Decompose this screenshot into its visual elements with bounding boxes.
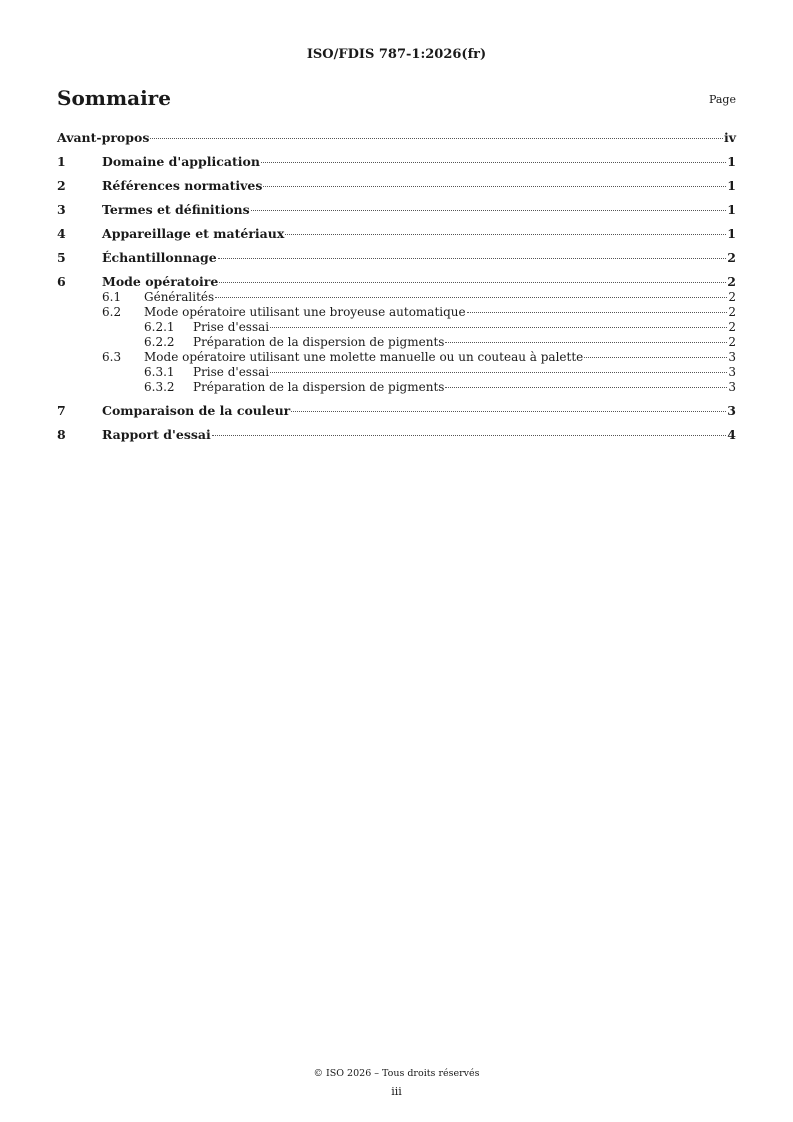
toc-entry-label: Prise d'essai — [193, 365, 270, 379]
toc-entry-page: 3 — [728, 380, 736, 394]
toc-entry-label: Termes et définitions — [102, 202, 250, 217]
toc-entry-number: 1 — [57, 154, 66, 169]
leader-dots — [215, 297, 727, 298]
leader-dots — [445, 342, 727, 343]
toc-entry-number: 7 — [57, 403, 66, 418]
toc-entry-7[interactable] — [57, 403, 736, 419]
leader-dots — [218, 258, 727, 259]
toc-entry-page: 3 — [728, 365, 736, 379]
toc-entry-label: Prise d'essai — [193, 320, 270, 334]
toc-entry-page: 2 — [727, 250, 736, 265]
copyright-notice: © ISO 2026 – Tous droits réservés — [313, 1068, 480, 1079]
toc-entry-number: 6.2.2 — [144, 335, 175, 349]
toc-entry-number: 3 — [57, 202, 66, 217]
toc-entry-3[interactable] — [57, 202, 736, 218]
leader-dots — [219, 282, 726, 283]
toc-entry-6-3-2[interactable] — [57, 380, 736, 395]
toc-entry-page: 3 — [727, 403, 736, 418]
toc-entry-label: Échantillonnage — [102, 250, 217, 265]
toc-entry-page: 4 — [727, 427, 736, 442]
toc-entry-6[interactable] — [57, 274, 736, 290]
toc-title: Sommaire — [57, 86, 171, 110]
toc-entry-6-3-1[interactable] — [57, 365, 736, 380]
toc-entry-page: 2 — [728, 320, 736, 334]
toc-entry-6-2-2[interactable] — [57, 335, 736, 350]
toc-entry-page: 1 — [727, 202, 736, 217]
toc-entry-page: 1 — [727, 154, 736, 169]
toc-entry-number: 6.2 — [102, 305, 122, 319]
leader-dots — [261, 162, 726, 163]
leader-dots — [212, 435, 727, 436]
toc-entry-page: 2 — [727, 274, 736, 289]
toc-entry-page: 1 — [727, 226, 736, 241]
toc-entry-8[interactable] — [57, 427, 736, 443]
toc-entry-label: Mode opératoire — [102, 274, 219, 289]
leader-dots — [251, 210, 727, 211]
toc-entry-label: Comparaison de la couleur — [102, 403, 291, 418]
toc-entry-label: Appareillage et matériaux — [102, 226, 285, 241]
toc-entry-page: iv — [723, 130, 736, 145]
toc-entry-label: Mode opératoire utilisant une broyeuse automatique — [144, 305, 466, 319]
toc-entry-number: 6 — [57, 274, 66, 289]
leader-dots — [584, 357, 727, 358]
leader-dots — [270, 372, 727, 373]
leader-dots — [445, 387, 727, 388]
leader-dots — [263, 186, 726, 187]
toc-entry-page: 2 — [728, 335, 736, 349]
toc-entry-label: Mode opératoire utilisant une molette manuelle ou un couteau à palette — [144, 350, 584, 364]
leader-dots — [285, 234, 726, 235]
toc-entry-number: 6.3.1 — [144, 365, 175, 379]
leader-dots — [291, 411, 726, 412]
toc-entry-number: 4 — [57, 226, 66, 241]
table-of-contents — [57, 130, 736, 451]
toc-entry-label: Généralités — [144, 290, 215, 304]
leader-dots — [150, 138, 723, 139]
toc-entry-6-2[interactable] — [57, 305, 736, 320]
toc-entry-label: Rapport d'essai — [102, 427, 211, 442]
toc-entry-number: 2 — [57, 178, 66, 193]
toc-entry-label: Domaine d'application — [102, 154, 260, 169]
toc-entry-5[interactable] — [57, 250, 736, 266]
toc-entry-number: 6.2.1 — [144, 320, 175, 334]
leader-dots — [270, 327, 727, 328]
page-column-label: Page — [708, 93, 736, 106]
toc-entry-page: 2 — [728, 290, 736, 304]
toc-entry-page: 2 — [728, 305, 736, 319]
toc-entry-2[interactable] — [57, 178, 736, 194]
toc-entry-6-2-1[interactable] — [57, 320, 736, 335]
toc-entry-number: 6.1 — [102, 290, 122, 304]
toc-entry-6-1[interactable] — [57, 290, 736, 305]
toc-entry-page: 1 — [727, 178, 736, 193]
toc-entry-4[interactable] — [57, 226, 736, 242]
document-id-header: ISO/FDIS 787-1:2026(fr) — [306, 47, 487, 62]
toc-entry-number: 5 — [57, 250, 66, 265]
toc-entry-page: 3 — [728, 350, 736, 364]
toc-entry-foreword[interactable] — [57, 130, 736, 146]
toc-entry-number: 6.3 — [102, 350, 122, 364]
toc-entry-label: Préparation de la dispersion de pigments — [193, 335, 445, 349]
toc-entry-label: Références normatives — [102, 178, 263, 193]
page-number: iii — [391, 1085, 402, 1098]
toc-entry-label: Préparation de la dispersion de pigments — [193, 380, 445, 394]
toc-entry-1[interactable] — [57, 154, 736, 170]
toc-entry-6-3[interactable] — [57, 350, 736, 365]
leader-dots — [467, 312, 728, 313]
toc-entry-number: 8 — [57, 427, 66, 442]
toc-entry-label: Avant-propos — [57, 130, 150, 145]
toc-entry-number: 6.3.2 — [144, 380, 175, 394]
